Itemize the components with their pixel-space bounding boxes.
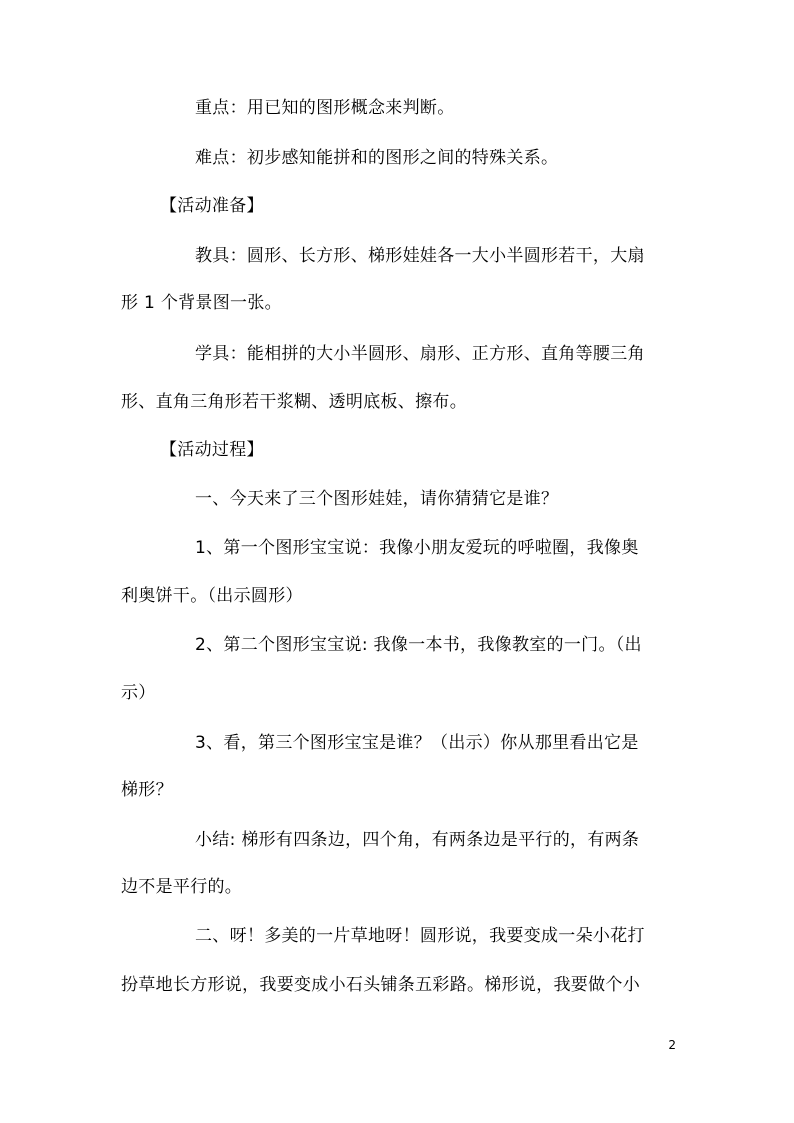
- shape-three-line: 3、看，第三个图形宝宝是谁？（出示）你从那里看出它是: [195, 733, 639, 753]
- shape-two-line: 2、第二个图形宝宝说: 我像一本书，我像教室的一门。（出: [195, 635, 642, 655]
- shape-one-line: 1、第一个图形宝宝说：我像小朋友爱玩的呼啦圈，我像奥: [195, 538, 639, 558]
- learning-aids-continued: 形、直角三角形若干浆糊、透明底板、擦布。: [121, 392, 467, 412]
- page-number: 2: [668, 1038, 676, 1052]
- section-heading-process: 【活动过程】: [160, 440, 264, 460]
- shape-one-continued: 利奥饼干。（出示圆形）: [121, 586, 303, 606]
- teaching-aids-continued: 形 1 个背景图一张。: [121, 293, 282, 313]
- activity-two-line: 二、呀！多美的一片草地呀！圆形说，我要变成一朵小花打: [195, 926, 645, 946]
- section-heading-preparation: 【活动准备】: [160, 196, 264, 216]
- difficulty-line: 难点：初步感知能拼和的图形之间的特殊关系。: [195, 148, 559, 168]
- shape-three-continued: 梯形？: [121, 780, 173, 800]
- shape-two-continued: 示）: [121, 683, 156, 703]
- key-point-line: 重点：用已知的图形概念来判断。: [195, 98, 455, 118]
- learning-aids-line: 学具：能相拼的大小半圆形、扇形、正方形、直角等腰三角: [195, 344, 645, 364]
- teaching-aids-line: 教具：圆形、长方形、梯形娃娃各一大小半圆形若干，大扇: [195, 246, 645, 266]
- activity-two-continued: 扮草地长方形说，我要变成小石头铺条五彩路。梯形说，我要做个小: [121, 975, 640, 995]
- activity-one-intro: 一、今天来了三个图形娃娃，请你猜猜它是谁？: [195, 489, 559, 509]
- summary-line: 小结: 梯形有四条边，四个角，有两条边是平行的，有两条: [195, 830, 640, 850]
- summary-continued: 边不是平行的。: [121, 877, 243, 897]
